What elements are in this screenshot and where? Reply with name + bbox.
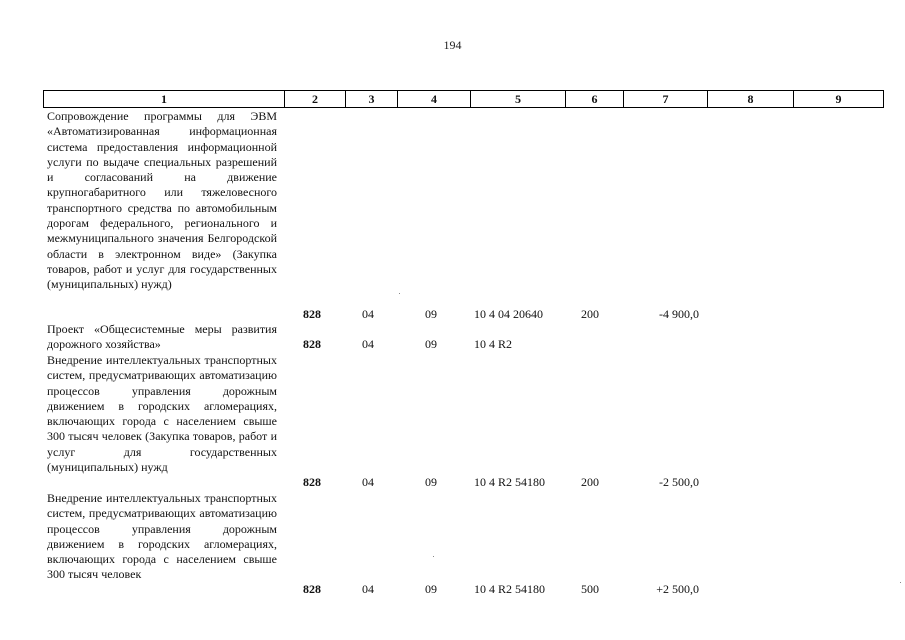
header-col-2: 2 [285, 91, 346, 108]
row-subsection: 09 [425, 337, 437, 351]
row-code: 828 [303, 582, 321, 596]
row-expense-type: 500 [581, 582, 599, 596]
row-code: 828 [303, 307, 321, 321]
row-section: 04 [362, 582, 374, 596]
header-col-7: 7 [624, 91, 708, 108]
column-header-table [43, 90, 884, 108]
row-amount: +2 500,0 [656, 582, 699, 596]
header-col-4: 4 [398, 91, 471, 108]
row-subsection: 09 [425, 307, 437, 321]
row-description: Проект «Общесистемные меры развития дорожного хозяйства» [47, 322, 277, 352]
row-code: 828 [303, 337, 321, 351]
table-row [0, 353, 905, 491]
header-col-6: 6 [566, 91, 624, 108]
row-section: 04 [362, 337, 374, 351]
table-row [0, 109, 905, 321]
header-col-3: 3 [346, 91, 398, 108]
row-description: Внедрение интеллектуальных транспортных систем, предусматривающих автоматизацию процессов управления дорожным движением в городских агломерациях, включающих города с населением свыше 300 тысяч человек [47, 491, 277, 582]
header-col-5: 5 [471, 91, 566, 108]
row-subsection: 09 [425, 475, 437, 489]
scan-speck [433, 556, 434, 557]
page-number: 194 [443, 38, 462, 52]
row-expense-type: 200 [581, 475, 599, 489]
table-row [0, 322, 905, 353]
scan-speck [900, 582, 901, 583]
header-col-1: 1 [44, 91, 285, 108]
row-code: 828 [303, 475, 321, 489]
row-description: Сопровождение программы для ЭВМ «Автоматизированная информационная система предоставления информационной услуги по выдаче специальных разрешений и согласований на движение крупногабаритного или тяжеловесного транспортного средства по автомобильным дорогам федерального, регионального и межмуниципального значения Белгородской области в электронном виде» (Закупка товаров, работ и услуг для государственных (муниципальных) нужд) [47, 109, 277, 292]
row-target-article: 10 4 R2 54180 [474, 475, 546, 489]
header-col-8: 8 [708, 91, 794, 108]
row-expense-type: 200 [581, 307, 599, 321]
row-section: 04 [362, 307, 374, 321]
header-row [44, 91, 884, 108]
row-amount: -2 500,0 [659, 475, 699, 489]
row-target-article: 10 4 R2 [474, 337, 513, 351]
row-amount: -4 900,0 [659, 307, 699, 321]
row-target-article: 10 4 R2 54180 [474, 582, 546, 596]
row-section: 04 [362, 475, 374, 489]
row-subsection: 09 [425, 582, 437, 596]
row-target-article: 10 4 04 20640 [474, 307, 543, 321]
header-col-9: 9 [794, 91, 884, 108]
scan-speck [399, 293, 400, 294]
table-row [0, 491, 905, 599]
row-description: Внедрение интеллектуальных транспортных систем, предусматривающих автоматизацию процессов управления дорожным движением в городских агломерациях, включающих города с населением свыше 300 тысяч человек (Закупка товаров, работ и услуг для государственных (муниципальных) нужд [47, 353, 277, 475]
